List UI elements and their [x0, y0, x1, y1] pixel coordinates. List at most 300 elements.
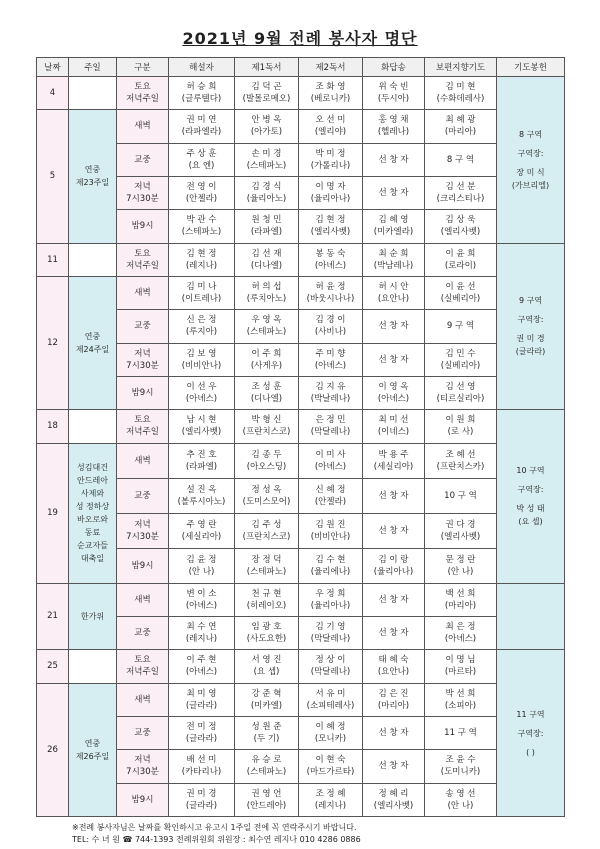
- volunteer-cell: [235, 783, 299, 816]
- service-type-cell: [117, 276, 169, 309]
- liturgy-line: 연중: [84, 165, 101, 175]
- volunteer-cell: [363, 443, 425, 478]
- person-name: 위 숙 빈: [378, 82, 409, 93]
- baptismal-name: (레지나): [185, 260, 218, 271]
- person-name: 조 혜 선: [445, 449, 476, 460]
- offering-group-cell: [497, 410, 565, 583]
- service-type-line: 7시30분: [126, 194, 159, 205]
- baptismal-name: (엘리사벳): [181, 427, 222, 438]
- baptismal-name: (발몰로메오): [242, 94, 291, 105]
- volunteer-cell: [425, 243, 497, 276]
- volunteer-cell: [299, 616, 363, 649]
- person-name: 선 창 자: [378, 761, 409, 772]
- liturgy-line: 제26주일: [75, 751, 110, 761]
- person-name: 안 병 옥: [251, 115, 282, 126]
- person-name: 홍 영 채: [378, 115, 409, 126]
- service-type-line: 7시30분: [126, 360, 159, 371]
- volunteer-cell: [235, 650, 299, 683]
- volunteer-cell: [235, 478, 299, 513]
- liturgy-line: 바오로와: [77, 515, 108, 525]
- volunteer-cell: [169, 343, 235, 376]
- baptismal-name: (볼루시아노): [177, 496, 226, 507]
- volunteer-cell: [235, 210, 299, 243]
- baptismal-name: (두 기): [253, 734, 280, 745]
- service-type-line: 저녁주일: [126, 427, 159, 438]
- person-name: 원 청 민: [251, 215, 282, 226]
- person-name: 김 선 분: [445, 182, 476, 193]
- date-cell: [37, 683, 69, 816]
- person-name: 이 명 자: [315, 182, 346, 193]
- person-name: 태 혜 숙: [378, 655, 409, 666]
- liturgy-line: 성 정하상: [75, 502, 110, 512]
- volunteer-cell: [363, 276, 425, 309]
- person-name: 허 윤 정: [315, 282, 346, 293]
- service-type-cell: [117, 616, 169, 649]
- service-type-line: 토요: [134, 415, 151, 426]
- person-name: 선 창 자: [378, 154, 409, 165]
- baptismal-name: (카타리나): [181, 767, 222, 778]
- volunteer-cell: [169, 410, 235, 443]
- baptismal-name: (프란치스코): [242, 427, 291, 438]
- baptismal-name: (스테파노): [181, 227, 222, 238]
- person-name: 권 다 경: [445, 519, 476, 530]
- volunteer-cell: [235, 276, 299, 309]
- volunteer-cell: [299, 143, 363, 176]
- liturgy-cell: [69, 276, 117, 409]
- volunteer-cell: [169, 443, 235, 478]
- person-name: 김 선 재: [251, 248, 282, 259]
- baptismal-name: (아녜스): [314, 461, 347, 472]
- service-type-line: 7시30분: [126, 531, 159, 542]
- baptismal-name: (스테파노): [246, 566, 287, 577]
- volunteer-cell: [299, 783, 363, 816]
- baptismal-name: (로 사): [447, 427, 474, 438]
- person-name: 선 창 자: [378, 354, 409, 365]
- service-type-cell: [117, 750, 169, 783]
- person-name: 김 기 영: [315, 622, 346, 633]
- baptismal-name: (실베리아): [440, 294, 481, 305]
- offering-line: 구역장:: [517, 148, 544, 158]
- schedule-row: [37, 77, 565, 110]
- person-name: 조 정 혜: [315, 788, 346, 799]
- person-name: 주 미 향: [315, 348, 346, 359]
- baptismal-name: (루지아): [185, 327, 218, 338]
- person-name: 권 미 경: [186, 788, 217, 799]
- service-type-cell: [117, 513, 169, 548]
- person-name: 서 영 진: [251, 655, 282, 666]
- service-type-cell: [117, 478, 169, 513]
- service-type-cell: [117, 548, 169, 583]
- volunteer-cell: [425, 750, 497, 783]
- person-name: 오 선 미: [315, 115, 346, 126]
- schedule-row: [37, 716, 565, 749]
- person-name: 우 정 희: [315, 588, 346, 599]
- service-type-cell: [117, 143, 169, 176]
- header-offering: 기도봉헌: [497, 58, 565, 77]
- date-value: 4: [49, 88, 56, 99]
- service-type-cell: [117, 243, 169, 276]
- volunteer-cell: [169, 478, 235, 513]
- offering-line: 구역장:: [517, 315, 544, 325]
- person-name: 조 화 영: [315, 82, 346, 93]
- liturgy-cell: [69, 110, 117, 243]
- volunteer-cell: [425, 210, 497, 243]
- volunteer-cell: [363, 310, 425, 343]
- baptismal-name: (비비안나): [310, 531, 351, 542]
- person-name: 선 창 자: [378, 728, 409, 739]
- person-name: 최 미 영: [186, 688, 217, 699]
- offering-group-cell: [497, 650, 565, 817]
- date-value: 25: [47, 661, 58, 672]
- page-title: 2021년 9월 전례 봉사자 명단: [182, 29, 418, 48]
- volunteer-cell: [425, 110, 497, 143]
- service-type-line: 저녁주일: [126, 667, 159, 678]
- person-name: 임 광 호: [251, 622, 282, 633]
- offering-line: 9 구역: [518, 296, 543, 306]
- person-name: 김 은 진: [378, 688, 409, 699]
- volunteer-cell: [425, 650, 497, 683]
- service-type-cell: [117, 343, 169, 376]
- footer-line-1: ※전례 봉사자님은 날짜를 확인하시고 유고시 1주일 전에 꼭 연락주시기 바랍니다.: [72, 823, 357, 832]
- person-name: 선 창 자: [378, 525, 409, 536]
- person-name: 최 미 선: [378, 415, 409, 426]
- person-name: 최 혜 광: [445, 115, 476, 126]
- volunteer-cell: [425, 176, 497, 209]
- date-value: 26: [47, 744, 58, 755]
- volunteer-cell: [363, 650, 425, 683]
- baptismal-name: (베로니카): [310, 94, 351, 105]
- volunteer-cell: [169, 583, 235, 616]
- volunteer-cell: [425, 410, 497, 443]
- service-type-line: 밤9시: [131, 388, 154, 399]
- person-name: 권 영 언: [251, 788, 282, 799]
- volunteer-cell: [235, 716, 299, 749]
- service-type-line: 새벽: [134, 694, 151, 705]
- baptismal-name: (스테파노): [246, 160, 287, 171]
- header-sunday: 주일: [69, 58, 117, 77]
- person-name: 주 상 훈: [186, 148, 217, 159]
- person-name: 권 미 연: [186, 115, 217, 126]
- person-name: 허 의 섭: [251, 282, 282, 293]
- offering-line: 구역장:: [517, 728, 544, 738]
- baptismal-name: (비비안나): [181, 360, 222, 371]
- volunteer-cell: [425, 143, 497, 176]
- baptismal-name: (티르실리아): [436, 394, 485, 405]
- baptismal-name: (엘리야): [314, 127, 347, 138]
- offering-line: (글라라): [515, 347, 546, 357]
- offering-line: 권 미 경: [516, 334, 545, 344]
- person-name: 김 주 성: [251, 519, 282, 530]
- volunteer-cell: [299, 243, 363, 276]
- volunteer-cell: [425, 716, 497, 749]
- volunteer-cell: [363, 243, 425, 276]
- volunteer-cell: [169, 716, 235, 749]
- person-name: 유 승 로: [251, 755, 282, 766]
- baptismal-name: (안 나): [188, 566, 215, 577]
- date-cell: [37, 110, 69, 243]
- volunteer-cell: [299, 513, 363, 548]
- person-name: 김 원 진: [315, 519, 346, 530]
- person-name: 이 혜 정: [315, 722, 346, 733]
- volunteer-cell: [363, 616, 425, 649]
- baptismal-name: (아녜스): [444, 634, 477, 645]
- person-name: 11 구 역: [444, 728, 477, 739]
- volunteer-cell: [425, 310, 497, 343]
- person-name: 추 진 호: [186, 449, 217, 460]
- baptismal-name: (안 나): [447, 566, 474, 577]
- person-name: 전 영 이: [186, 182, 217, 193]
- baptismal-name: (세실리아): [373, 461, 414, 472]
- baptismal-name: (라파엘): [250, 227, 283, 238]
- volunteer-cell: [169, 143, 235, 176]
- volunteer-cell: [235, 750, 299, 783]
- volunteer-cell: [425, 77, 497, 110]
- schedule-row: [37, 683, 565, 716]
- baptismal-name: (가롤리나): [310, 160, 351, 171]
- person-name: 우 영 옥: [251, 315, 282, 326]
- service-type-line: 저녁: [134, 519, 151, 530]
- baptismal-name: (미카엘라): [373, 227, 414, 238]
- volunteer-cell: [299, 750, 363, 783]
- service-type-cell: [117, 410, 169, 443]
- liturgy-cell: [69, 243, 117, 276]
- person-name: 선 창 자: [378, 594, 409, 605]
- schedule-row: [37, 583, 565, 616]
- offering-line: ( ): [526, 747, 535, 757]
- volunteer-cell: [299, 176, 363, 209]
- person-name: 이 윤 선: [445, 282, 476, 293]
- liturgy-line: 대축일: [80, 554, 105, 564]
- schedule-row: [37, 478, 565, 513]
- volunteer-cell: [299, 443, 363, 478]
- baptismal-name: (이네스): [377, 427, 410, 438]
- baptismal-name: (라파엘라): [181, 127, 222, 138]
- baptismal-name: (디나엘): [250, 260, 283, 271]
- baptismal-name: (사비나): [314, 327, 347, 338]
- baptismal-name: (이트레나): [181, 294, 222, 305]
- volunteer-cell: [299, 683, 363, 716]
- liturgy-line: 한가위: [80, 611, 105, 621]
- volunteer-cell: [169, 650, 235, 683]
- volunteer-cell: [169, 750, 235, 783]
- baptismal-name: (안젤라): [185, 194, 218, 205]
- baptismal-name: (헬레나): [377, 127, 410, 138]
- volunteer-cell: [299, 650, 363, 683]
- schedule-row: [37, 650, 565, 683]
- volunteer-cell: [363, 583, 425, 616]
- baptismal-name: (라파엘): [185, 461, 218, 472]
- volunteer-cell: [235, 77, 299, 110]
- schedule-row: [37, 443, 565, 478]
- header-date: 날짜: [37, 58, 69, 77]
- person-name: 백 선 희: [445, 588, 476, 599]
- person-name: 손 미 경: [251, 148, 282, 159]
- baptismal-name: (박남레나): [373, 260, 414, 271]
- volunteer-cell: [169, 77, 235, 110]
- header-reading2: 제2독서: [299, 58, 363, 77]
- date-value: 19: [47, 508, 58, 519]
- volunteer-cell: [169, 376, 235, 409]
- service-type-cell: [117, 376, 169, 409]
- baptismal-name: (아녜스): [314, 260, 347, 271]
- baptismal-name: (글라라): [185, 734, 218, 745]
- header-row: [37, 58, 565, 77]
- liturgy-cell: [69, 650, 117, 683]
- baptismal-name: (율리아나): [373, 566, 414, 577]
- person-name: 이 명 님: [445, 655, 476, 666]
- baptismal-name: (막달레나): [310, 427, 351, 438]
- volunteer-cell: [235, 683, 299, 716]
- schedule-row: [37, 143, 565, 176]
- baptismal-name: (율리아나): [310, 600, 351, 611]
- person-name: 봉 동 숙: [315, 248, 346, 259]
- person-name: 정 성 옥: [251, 484, 282, 495]
- date-value: 11: [47, 254, 58, 265]
- person-name: 선 창 자: [378, 490, 409, 501]
- volunteer-cell: [425, 548, 497, 583]
- person-name: 주 영 란: [186, 519, 217, 530]
- service-type-cell: [117, 683, 169, 716]
- offering-line: 박 성 태: [516, 504, 545, 514]
- baptismal-name: (루치아노): [246, 294, 287, 305]
- service-type-line: 새벽: [134, 121, 151, 132]
- baptismal-name: (엘리사벳): [440, 531, 481, 542]
- service-type-cell: [117, 716, 169, 749]
- service-type-line: 교중: [134, 321, 151, 332]
- offering-group-cell: [497, 583, 565, 650]
- baptismal-name: (도미니카): [440, 767, 481, 778]
- person-name: 장 정 덕: [251, 554, 282, 565]
- volunteer-cell: [235, 376, 299, 409]
- baptismal-name: (요 엔): [188, 160, 215, 171]
- volunteer-cell: [169, 783, 235, 816]
- offering-line: (요 셉): [518, 517, 543, 527]
- volunteer-cell: [169, 683, 235, 716]
- volunteer-cell: [299, 110, 363, 143]
- date-value: 18: [47, 421, 58, 432]
- person-name: 박 관 수: [186, 215, 217, 226]
- liturgy-line: 제23주일: [75, 178, 110, 188]
- baptismal-name: (아녜스): [185, 667, 218, 678]
- liturgy-cell: [69, 410, 117, 443]
- baptismal-name: (박날레나): [310, 394, 351, 405]
- person-name: 박 용 주: [378, 449, 409, 460]
- volunteer-cell: [363, 143, 425, 176]
- person-name: 조 성 훈: [251, 382, 282, 393]
- volunteer-cell: [363, 343, 425, 376]
- person-name: 최 순 희: [378, 248, 409, 259]
- schedule-row: [37, 750, 565, 783]
- schedule-row: [37, 310, 565, 343]
- volunteer-cell: [235, 513, 299, 548]
- person-name: 허 승 희: [186, 82, 217, 93]
- baptismal-name: (바웃시나나): [306, 294, 355, 305]
- person-name: 김 현 정: [186, 248, 217, 259]
- volunteer-cell: [363, 750, 425, 783]
- service-type-cell: [117, 110, 169, 143]
- volunteer-cell: [363, 77, 425, 110]
- volunteer-cell: [169, 176, 235, 209]
- schedule-row: [37, 210, 565, 243]
- baptismal-name: (마리아): [377, 700, 410, 711]
- footer-line-2: TEL: 수 녀 원 ☎ 744-1393 전례위원회 위원장 : 최수연 레지나 010 4286 0886: [72, 835, 361, 844]
- volunteer-cell: [299, 276, 363, 309]
- date-value: 5: [49, 171, 56, 182]
- volunteer-cell: [363, 783, 425, 816]
- person-name: 김 종 두: [251, 449, 282, 460]
- volunteer-cell: [425, 513, 497, 548]
- service-type-cell: [117, 176, 169, 209]
- person-name: 김 지 유: [315, 382, 346, 393]
- baptismal-name: (소피테레사): [306, 700, 355, 711]
- volunteer-cell: [299, 77, 363, 110]
- person-name: 김 상 욱: [445, 215, 476, 226]
- schedule-row: [37, 276, 565, 309]
- person-name: 김 선 영: [445, 382, 476, 393]
- person-name: 설 진 옥: [186, 484, 217, 495]
- liturgy-line: 안드레아: [77, 476, 108, 486]
- baptismal-name: (막달레나): [310, 634, 351, 645]
- service-type-line: 새벽: [134, 594, 151, 605]
- header-prayers: 보편지향기도: [425, 58, 497, 77]
- baptismal-name: (마리아): [444, 127, 477, 138]
- baptismal-name: (모니카): [314, 734, 347, 745]
- date-cell: [37, 443, 69, 583]
- date-value: 21: [47, 611, 58, 622]
- person-name: 천 규 현: [251, 588, 282, 599]
- volunteer-cell: [169, 616, 235, 649]
- volunteer-cell: [363, 210, 425, 243]
- person-name: 이 주 현: [186, 655, 217, 666]
- person-name: 선 창 자: [378, 321, 409, 332]
- volunteer-cell: [235, 343, 299, 376]
- person-name: 박 선 희: [445, 688, 476, 699]
- volunteer-cell: [235, 243, 299, 276]
- person-name: 이 선 우: [186, 382, 217, 393]
- volunteer-cell: [425, 616, 497, 649]
- liturgy-cell: [69, 443, 117, 583]
- volunteer-cell: [235, 548, 299, 583]
- liturgy-line: 동료: [84, 528, 101, 538]
- baptismal-name: (수화데레사): [436, 94, 485, 105]
- liturgy-cell: [69, 683, 117, 816]
- person-name: 이 미 사: [315, 449, 346, 460]
- person-name: 은 정 민: [315, 415, 346, 426]
- offering-line: 10 구역: [516, 466, 545, 476]
- person-name: 최 수 연: [186, 622, 217, 633]
- service-type-line: 저녁: [134, 755, 151, 766]
- volunteer-cell: [169, 110, 235, 143]
- volunteer-cell: [169, 243, 235, 276]
- baptismal-name: (디나엘): [250, 394, 283, 405]
- person-name: 정 상 이: [315, 655, 346, 666]
- person-name: 정 혜 리: [378, 788, 409, 799]
- baptismal-name: (히레이오): [246, 600, 287, 611]
- person-name: 박 미 정: [315, 148, 346, 159]
- baptismal-name: (레지나): [185, 634, 218, 645]
- baptismal-name: (도미스모어): [242, 496, 291, 507]
- volunteer-cell: [235, 443, 299, 478]
- service-type-line: 새벽: [134, 455, 151, 466]
- person-name: 김 경 식: [251, 182, 282, 193]
- baptismal-name: (아가토): [250, 127, 283, 138]
- baptismal-name: (스테파노): [246, 767, 287, 778]
- person-name: 이 윤 희: [445, 248, 476, 259]
- baptismal-name: (안젤라): [314, 496, 347, 507]
- service-type-line: 밤9시: [131, 221, 154, 232]
- volunteer-cell: [299, 548, 363, 583]
- volunteer-cell: [425, 343, 497, 376]
